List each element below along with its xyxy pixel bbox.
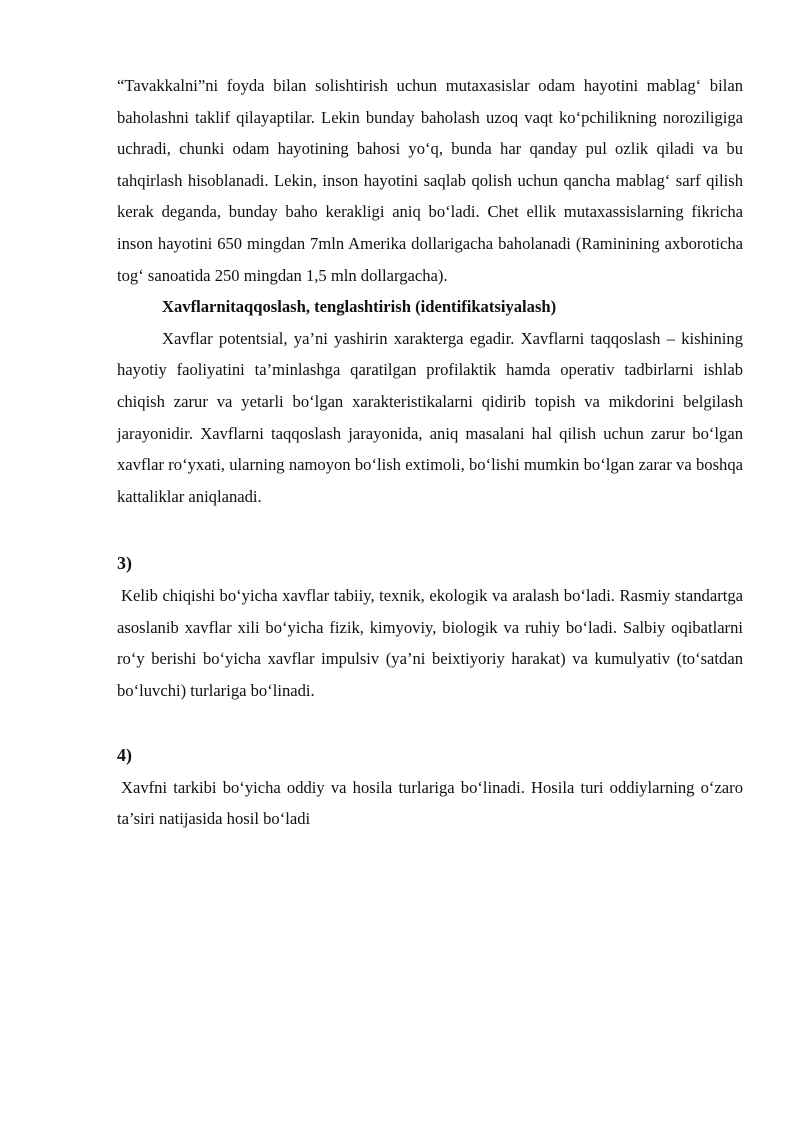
paragraph-classification: Kelib chiqishi bo‘yicha xavflar tabiiy, texnik, ekologik va aralash bo‘ladi. Rasmiy standartga asoslanib xavflar xili bo‘yicha fizik, kimyoviy, biologik va ruhiy bo‘ladi. Salbiy oqibatlarni ro‘y berishi bo‘yicha xavflar impulsiv (ya’ni beixtiyoriy harakat) va kumulyativ (to‘satdan bo‘luvchi) turlariga bo‘linadi. [117, 585, 743, 700]
section-heading: Xavflarnitaqqoslash, tenglashtirish (identifikatsiyalash) [162, 297, 557, 317]
section-number-4: 4) [117, 745, 132, 766]
paragraph-valuation: “Tavakkalni”ni foyda bilan solishtirish uchun mutaxasislar odam hayotini mablag‘ bilan baholashni taklif qilayaptilar. Lekin bunday baholash uzoq vaqt ko‘pchilikning noroziligiga uchradi, chunki odam hayotining bahosi yo‘q, bunda har qanday pul ozlik qiladi va bu tahqirlash hisoblanadi. Lekin, inson hayotini saqlab qolish uchun qancha mablag‘ sarf qilish kerak deganda, bunday baho kerakligi aniq bo‘ladi. Chet ellik mutaxassislarning fikricha inson hayotini 650 mingdan 7mln Amerika dollarigacha baholanadi (Raminining axboroticha tog‘ sanoatida 250 mingdan 1,5 mln dollargacha). [117, 76, 743, 285]
paragraph-structure: Xavfni tarkibi bo‘yicha oddiy va hosila turlariga bo‘linadi. Hosila turi oddiylarning o‘zaro ta’siri natijasida hosil bo‘ladi [117, 777, 743, 829]
paragraph-identification: Xavflar potentsial, ya’ni yashirin xarakterga egadir. Xavflarni taqqoslash – kishining hayotiy faoliyatini ta’minlashga qaratilgan profilaktik hamda operativ tadbirlarni ishlab chiqish zarur va yetarli bo‘lgan xarakteristikalarni qidirib topish va mikdorini belgilash jarayonidir. Xavflarni taqqoslash jarayonida, aniq masalani hal qilish uchun zarur bo‘lgan xavflar ro‘yxati, ularning namoyon bo‘lish extimoli, bo‘lishi mumkin bo‘lgan zarar va boshqa kattaliklar aniqlanadi. [117, 328, 743, 506]
spacer [117, 706, 743, 740]
spacer [117, 512, 743, 548]
section-number-3: 3) [117, 553, 132, 574]
